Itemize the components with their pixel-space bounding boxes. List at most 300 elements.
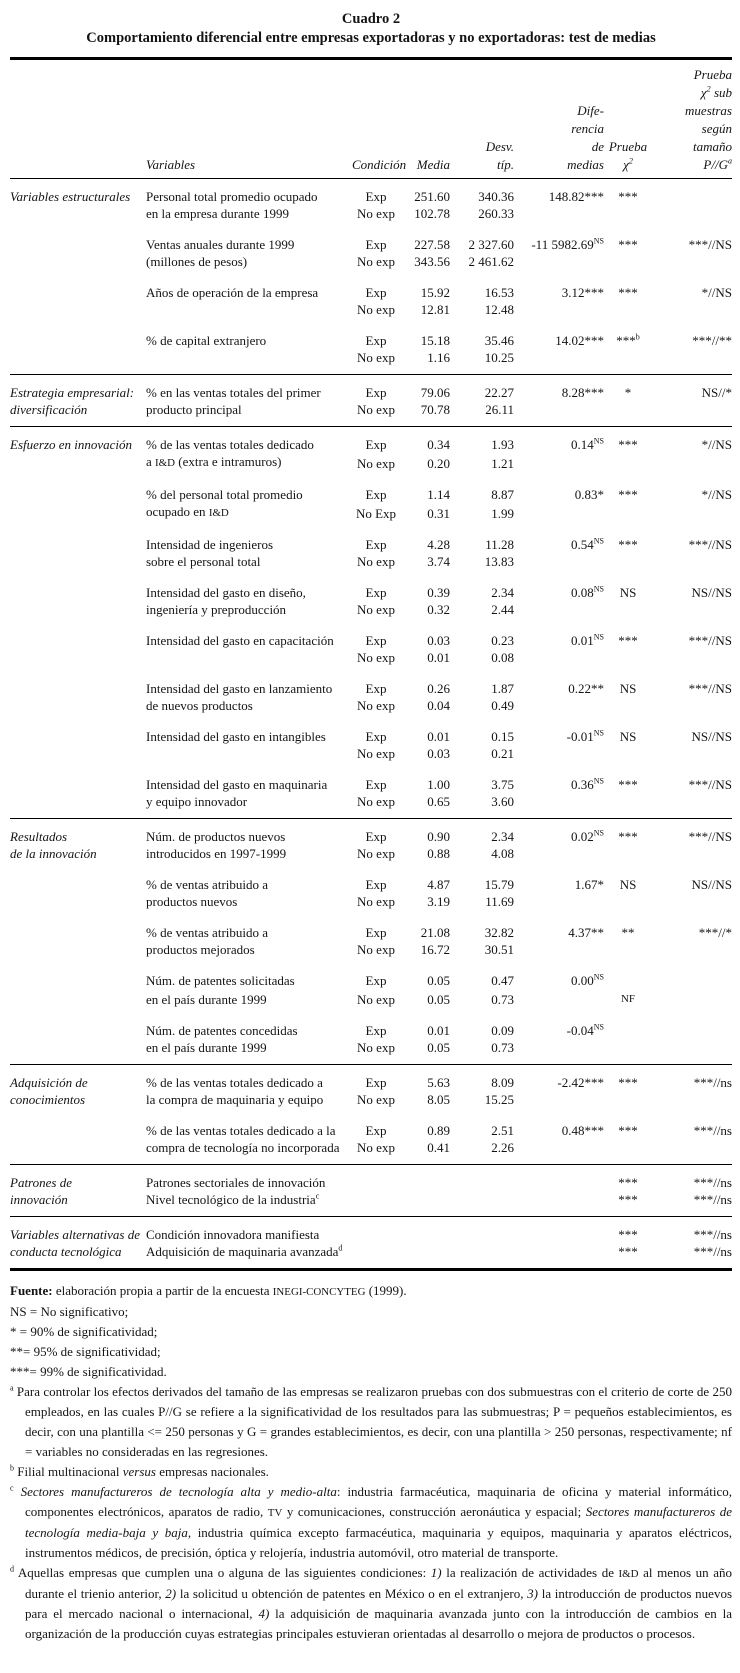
media-value: 0.32: [427, 602, 450, 617]
table-header: [10, 59, 732, 179]
chi2-value: [604, 349, 652, 375]
condition: No exp: [357, 206, 395, 221]
std-dev-value: 0.15: [491, 729, 514, 744]
table-row: [10, 1039, 732, 1065]
text-run: I&D: [208, 507, 229, 519]
chi2-value: ***: [618, 487, 638, 502]
media-value: 227.58: [414, 237, 450, 252]
chi2-value: ***: [618, 285, 638, 300]
diff-means-value: [514, 1139, 604, 1165]
media-value: 70.78: [420, 402, 450, 417]
section-resultados-de-la-innovacion: [10, 819, 732, 1065]
spacer-row: [10, 714, 732, 728]
section-label: [10, 301, 146, 318]
header-line: medias: [567, 157, 604, 172]
superscript: 2: [628, 156, 633, 166]
std-dev-value: 35.46: [484, 333, 514, 348]
section-label: [10, 776, 146, 793]
variable-name: Intensidad del gasto en diseño,: [146, 585, 306, 600]
superscript: NS: [593, 1022, 604, 1032]
variable-name: [146, 1191, 352, 1217]
section-adquisicion-de-conocimientos: [10, 1065, 732, 1165]
condition: Exp: [352, 427, 400, 454]
section-label: [10, 349, 146, 375]
variable-name: sobre el personal total: [146, 554, 261, 569]
section-label: [10, 553, 146, 570]
pg-value: ***//NS: [688, 777, 732, 792]
table-row: [10, 375, 732, 402]
text-run: -0.04: [566, 1023, 594, 1038]
variable-name: Ventas anuales durante 1999: [146, 237, 295, 252]
std-dev-value: 2.26: [491, 1140, 514, 1155]
std-dev-value: 8.09: [450, 1065, 514, 1092]
chi2-value: ***: [604, 427, 652, 454]
media-value: 1.00: [427, 777, 450, 792]
chi2-value: ***: [604, 1065, 652, 1092]
chi2-value: NS: [619, 877, 637, 892]
table-row: [10, 680, 732, 697]
pg-value: ***//ns: [652, 1065, 732, 1092]
diff-means-value: [514, 236, 604, 253]
text-run: χ: [623, 157, 629, 172]
std-dev-value: 2.34: [450, 819, 514, 846]
pg-value: ***//ns: [652, 1217, 732, 1244]
variable-name: % de las ventas totales dedicado: [146, 427, 352, 454]
variable-name: (millones de pesos): [146, 254, 248, 269]
superscript: NS: [593, 536, 604, 546]
condition: No exp: [357, 1140, 395, 1155]
section-label: [10, 745, 146, 762]
text-run: 0.36: [570, 777, 594, 792]
section-label: de la innovación: [10, 846, 97, 861]
text-run: 2): [165, 1586, 177, 1601]
condition: Exp: [352, 375, 400, 402]
section-label: [10, 284, 146, 301]
table-subtitle: Comportamiento diferencial entre empresas exportadoras y no exportadoras: test de medias: [86, 30, 656, 46]
condition: No exp: [357, 254, 395, 269]
table-title-block: [10, 10, 732, 48]
condition: Exp: [365, 633, 387, 648]
footnote-marker: d: [10, 1564, 15, 1574]
section-label: [10, 236, 146, 253]
footnote-c: [10, 1482, 732, 1563]
pg-value: NS//NS: [691, 729, 732, 744]
header-line: Variables: [146, 157, 196, 172]
header-line: Media: [416, 157, 450, 172]
note-line-2: [10, 1322, 732, 1342]
text-run: P//G: [703, 157, 728, 172]
text-run: la introducción de productos nuevos para el mercado nacional o internacional,: [25, 1586, 733, 1621]
spacer-row: [10, 472, 732, 486]
diff-means-value: [514, 632, 604, 649]
superscript: d: [338, 1243, 343, 1253]
condition: No exp: [357, 302, 395, 317]
diff-means-value: [514, 972, 604, 989]
pg-value: [652, 453, 732, 472]
chi2-value: ***: [618, 189, 638, 204]
section-variables-estructurales: [10, 179, 732, 375]
variable-name: Intensidad del gasto en maquinaria: [146, 777, 328, 792]
spacer: [10, 570, 732, 584]
variable-name: Intensidad del gasto en lanzamiento: [146, 681, 333, 696]
std-dev-value: 0.49: [491, 698, 514, 713]
pg-value: ***//ns: [652, 1165, 732, 1192]
media-value: 0.01: [427, 650, 450, 665]
media-value: [400, 1243, 450, 1270]
variable-name: % del personal total promedio: [146, 487, 303, 502]
spacer: [10, 472, 732, 486]
col-empty: [10, 59, 146, 179]
std-dev-value: [450, 1243, 514, 1270]
variable-name: [146, 1243, 352, 1270]
media-value: 12.81: [420, 302, 450, 317]
pg-value: ***//**: [692, 333, 732, 348]
table-row: [10, 401, 732, 427]
std-dev-value: 11.69: [485, 894, 514, 909]
chi2-value: [604, 205, 652, 222]
std-dev-value: 13.83: [484, 554, 514, 569]
chi2-value: [604, 332, 652, 349]
table-row: [10, 536, 732, 553]
text-run: elaboración propia a partir de la encuesta: [52, 1283, 273, 1298]
diff-means-value: [514, 349, 604, 375]
spacer-row: [10, 522, 732, 536]
text-run: ***= 99% de significatividad.: [10, 1364, 167, 1379]
chi2-value: NS: [619, 681, 637, 696]
condition: No exp: [357, 554, 395, 569]
pg-value: ***//NS: [688, 681, 732, 696]
media-value: 251.60: [414, 189, 450, 204]
pg-value: NS//NS: [691, 585, 732, 600]
condition: [352, 1243, 400, 1270]
chi2-value: [604, 1091, 652, 1108]
std-dev-value: 26.11: [485, 402, 514, 417]
header-line: rencia: [571, 121, 604, 136]
diff-means-value: [514, 649, 604, 666]
section-label: conducta tecnológica: [10, 1244, 122, 1259]
diff-means-value: [514, 253, 604, 270]
section-variables-alternativas-conducta-tecnologica: [10, 1217, 732, 1270]
variable-name: % en las ventas totales del primer: [146, 375, 352, 402]
media-value: 15.18: [420, 333, 450, 348]
media-value: 1.14: [427, 487, 450, 502]
spacer-row: [10, 666, 732, 680]
section-label: Resultados: [10, 819, 146, 846]
text-run: empresas nacionales.: [155, 1464, 269, 1479]
std-dev-value: 340.36: [478, 189, 514, 204]
table-row: [10, 924, 732, 941]
variable-name: [146, 301, 352, 318]
media-value: [400, 1217, 450, 1244]
chi2-value: [604, 793, 652, 819]
diff-means-value: [514, 453, 604, 472]
condition: No exp: [357, 602, 395, 617]
chi2-value: [604, 989, 652, 1008]
media-value: [400, 1191, 450, 1217]
std-dev-value: 15.79: [484, 877, 514, 892]
table-row: [10, 632, 732, 649]
header-line: según: [701, 121, 732, 136]
table-row: [10, 553, 732, 570]
section-label: Estrategia empresarial:: [10, 375, 146, 402]
condition: No exp: [357, 746, 395, 761]
section-label: [10, 1039, 146, 1065]
media-value: 343.56: [414, 254, 450, 269]
variable-name: % de las ventas totales dedicado a: [146, 1065, 352, 1092]
variable-name: Núm. de patentes concedidas: [146, 1023, 298, 1038]
pg-value: [652, 253, 732, 270]
spacer: [10, 958, 732, 972]
variable-name: [146, 453, 352, 472]
table-row: [10, 349, 732, 375]
footnote-b: [10, 1462, 732, 1482]
col-variables: [146, 59, 352, 179]
spacer: [10, 862, 732, 876]
section-label: [10, 601, 146, 618]
table-row: [10, 876, 732, 893]
condition: No exp: [357, 698, 395, 713]
table-row: [10, 1217, 732, 1244]
section-label: [10, 536, 146, 553]
superscript: NS: [593, 972, 604, 982]
pg-value: [652, 893, 732, 910]
diff-means-value: [514, 1217, 604, 1244]
text-run: y comunicaciones, construcción aeronáutica y espacial;: [282, 1504, 586, 1519]
chi2-value: ***: [618, 537, 638, 552]
section-label: [10, 1139, 146, 1165]
diff-means-value: [514, 553, 604, 570]
col-desv-tip: [450, 59, 514, 179]
condition: Exp: [352, 819, 400, 846]
pg-value: ***//NS: [652, 819, 732, 846]
table-row: [10, 284, 732, 301]
spacer: [10, 618, 732, 632]
variable-name: [146, 649, 352, 666]
diff-means-value: [514, 1191, 604, 1217]
variable-name: la compra de maquinaria y equipo: [146, 1092, 324, 1107]
pg-value: [652, 697, 732, 714]
media-value: 0.05: [427, 1040, 450, 1055]
variable-name: productos mejorados: [146, 942, 255, 957]
condition: No exp: [357, 1092, 395, 1107]
media-value: 15.92: [420, 285, 450, 300]
chi2-value: [604, 503, 652, 522]
diff-means-value: 14.02***: [555, 333, 604, 348]
text-run: Fuente:: [10, 1283, 53, 1298]
spacer: [10, 666, 732, 680]
std-dev-value: 30.51: [484, 942, 514, 957]
superscript: NS: [593, 236, 604, 246]
superscript: NS: [593, 436, 604, 446]
spacer-row: [10, 910, 732, 924]
text-run: 0.01: [570, 633, 594, 648]
variable-name: en el país durante 1999: [146, 1040, 267, 1055]
variable-name: productos nuevos: [146, 894, 238, 909]
text-run: versus: [122, 1464, 156, 1479]
spacer-row: [10, 222, 732, 236]
variable-name: ingeniería y preproducción: [146, 602, 287, 617]
variable-name: compra de tecnología no incorporada: [146, 1140, 340, 1155]
table-row: [10, 793, 732, 819]
diff-means-value: [514, 728, 604, 745]
table-row: [10, 745, 732, 762]
table-row: [10, 1139, 732, 1165]
variable-name: producto principal: [146, 402, 242, 417]
table-row: [10, 1065, 732, 1092]
pg-value: NS//NS: [691, 877, 732, 892]
section-label: Variables estructurales: [10, 189, 131, 204]
diff-means-value: 0.22**: [568, 681, 604, 696]
media-value: [400, 1165, 450, 1192]
spacer-row: [10, 762, 732, 776]
section-label: [10, 649, 146, 666]
chi2-value: ***: [618, 777, 638, 792]
section-patrones-de-innovacion: [10, 1165, 732, 1217]
text-run: Nivel tecnológico de la industria: [146, 1192, 316, 1207]
table-row: [10, 1243, 732, 1270]
note-line-1: [10, 1302, 732, 1322]
chi2-value: NS: [619, 585, 637, 600]
spacer-row: [10, 570, 732, 584]
section-label: [10, 253, 146, 270]
pg-value: [652, 205, 732, 222]
header-line: Desv.: [485, 139, 514, 154]
table-row: [10, 776, 732, 793]
std-dev-value: 1.93: [450, 427, 514, 454]
table-row: [10, 1091, 732, 1108]
diff-means-value: [514, 745, 604, 762]
media-value: 102.78: [414, 206, 450, 221]
pg-value: *//NS: [652, 427, 732, 454]
col-condicion: [352, 59, 407, 179]
chi2-value: NS: [619, 729, 637, 744]
media-value: 8.05: [427, 1092, 450, 1107]
section-label: [10, 632, 146, 649]
spacer: [10, 714, 732, 728]
chi2-value: [604, 553, 652, 570]
note-line-0: [10, 1281, 732, 1302]
chi2-value: ***: [604, 1217, 652, 1244]
table-row: [10, 1191, 732, 1217]
condition: Exp: [365, 585, 387, 600]
text-run: 0.00: [570, 973, 594, 988]
table-number: Cuadro 2: [341, 11, 401, 27]
media-value: 4.87: [427, 877, 450, 892]
text-run: NF: [621, 993, 635, 1005]
std-dev-value: [450, 1217, 514, 1244]
variable-name: Intensidad del gasto en capacitación: [146, 633, 334, 648]
chi2-value: **: [621, 925, 635, 940]
text-run: -0.01: [566, 729, 594, 744]
header-row: [10, 59, 732, 179]
variable-name: Núm. de productos nuevos: [146, 819, 352, 846]
footnote-marker: a: [10, 1383, 14, 1393]
spacer-row: [10, 1008, 732, 1022]
col-media: [400, 59, 450, 179]
section-label: [10, 893, 146, 910]
chi2-value: [604, 745, 652, 762]
table-row: [10, 253, 732, 270]
diff-means-value: [514, 697, 604, 714]
std-dev-value: 0.08: [491, 650, 514, 665]
table-row: [10, 584, 732, 601]
media-value: 3.74: [427, 554, 450, 569]
spacer: [10, 222, 732, 236]
pg-value: [652, 553, 732, 570]
pg-value: ***//*: [698, 925, 732, 940]
text-run: , industria química excepto farmacéutica, maquinaria y equipos, maquinaria y aparatos eléctricos, instrumentos médicos, de precisión, óptica y relojería, industria automóvil, otro material de transporte.: [25, 1525, 733, 1560]
section-label: [10, 972, 146, 989]
std-dev-value: 1.87: [491, 681, 514, 696]
diff-means-value: [514, 601, 604, 618]
std-dev-value: 32.82: [484, 925, 514, 940]
header-line: [604, 156, 652, 174]
text-run: (extra e intramuros): [175, 454, 282, 469]
text-run: Aquellas empresas que cumplen una o alguna de las siguientes condiciones:: [17, 1565, 431, 1580]
std-dev-value: 2 461.62: [468, 254, 514, 269]
spacer: [10, 910, 732, 924]
superscript: NS: [593, 828, 604, 838]
footnote-a: [10, 1382, 732, 1462]
std-dev-value: 22.27: [450, 375, 514, 402]
table-row: [10, 819, 732, 846]
chi2-value: [604, 301, 652, 318]
col-diferencia-de-medias: [514, 59, 604, 179]
table-row: [10, 893, 732, 910]
pg-value: [652, 601, 732, 618]
pg-value: [652, 989, 732, 1008]
media-value: 0.03: [427, 746, 450, 761]
col-prueba-chi2: [604, 59, 652, 179]
diff-means-value: [514, 1165, 604, 1192]
section-label: [10, 941, 146, 958]
text-run: la solicitud u obtención de patentes en México o en el extranjero,: [176, 1586, 528, 1601]
media-value: 0.89: [427, 1123, 450, 1138]
media-value: 0.05: [427, 992, 450, 1007]
std-dev-value: 0.21: [491, 746, 514, 761]
diff-means-value: [514, 776, 604, 793]
section-esfuerzo-en-innovacion: [10, 427, 732, 819]
variable-name: [146, 503, 352, 522]
variable-name: % de ventas atribuido a: [146, 925, 269, 940]
table-row: [10, 1022, 732, 1039]
header-line: [652, 156, 732, 174]
header-line: Prueba: [693, 67, 732, 82]
superscript: NS: [593, 584, 604, 594]
text-run: : industria farmacéutica, maquinaria de oficina y material informático, componentes electrónicos, aparatos de radio,: [25, 1484, 732, 1519]
condition: Exp: [365, 285, 387, 300]
header-line: [652, 84, 732, 102]
table-row: [10, 453, 732, 472]
chi2-value: [604, 941, 652, 958]
diff-means-value: 0.48***: [561, 1123, 604, 1138]
variable-name: Patrones sectoriales de innovación: [146, 1165, 352, 1192]
table-row: [10, 1122, 732, 1139]
diff-means-value: [514, 503, 604, 522]
media-value: 0.65: [427, 794, 450, 809]
table-row: [10, 301, 732, 318]
chi2-value: *: [604, 375, 652, 402]
header-line: Condición: [352, 157, 407, 172]
table-row: [10, 972, 732, 989]
section-label: [10, 924, 146, 941]
pg-value: [652, 401, 732, 427]
std-dev-value: 11.28: [485, 537, 514, 552]
std-dev-value: 1.99: [491, 506, 514, 521]
table-row: [10, 236, 732, 253]
pg-value: [652, 845, 732, 862]
chi2-value: ***: [618, 1244, 638, 1259]
